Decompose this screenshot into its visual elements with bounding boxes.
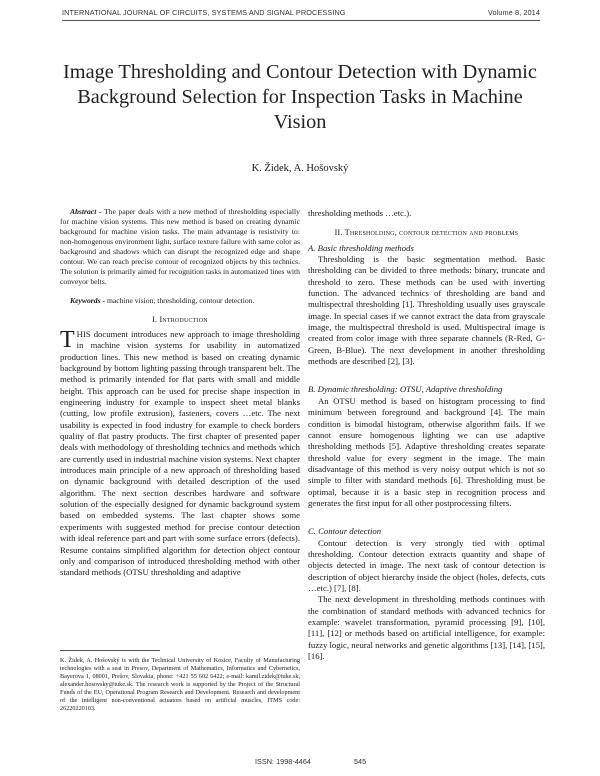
section-heading-introduction — [60, 314, 300, 325]
footer-issn: ISSN: 1998-4464 — [255, 757, 311, 766]
right-column — [308, 208, 545, 662]
subsection-heading-dynamic: B. Dynamic thresholding: OTSU, Adaptive thresholding — [308, 384, 503, 395]
subsection-text-basic: Thresholding is the basic segmentation method. Basic thresholding can be divided to three methods: binary, truncate and threshold to zero. These methods can be used with inverting function. The advanced technics of thresholding are band and multispectral thresholding [1]. Thresholding usually uses grayscale image. In special cases if we cannot extract the data from grayscale image, the multispectral threshold is used. Multispectral image is created from color image with three separate channels (R-Red, G-Green, B-Blue). The next development in another thresholding methods are described [2], [3]. — [308, 254, 545, 367]
abstract-label: Abstract - — [70, 207, 102, 216]
subsection-text-contour-1: Contour detection is very strongly tied with optimal thresholding. Contour detection extracts quantity and shape of objects detected in image. The next task of contour detection is description of object hierarchy inside the object (holes, defects, cuts …etc.) [7], [8]. — [308, 537, 545, 593]
subsection-text-dynamic: An OTSU method is based on histogram processing to find minimum between foreground and background [4]. The main condition is bimodal histogram, otherwise algorithm fails. If we cannot ensure homogenous lighting we can use adaptive thresholding methods [5]. Adaptive thresholding creates separate threshold value for every segment in the image. The main disadvantage of this method is very noisy output which is not so simple to filter with standard methods [6]. Thresholding must be optimal, because it is a basic step in recognition process and generates the first input for all other postprocessing filters. — [308, 395, 545, 508]
subsection-text-contour-2: The next development in thresholding methods continues with the combination of standard methods with advanced technics for example: wavelet transformation, pyramid processing [9], [10], [11], [12] or methods based on artificial intelligence, for example: fuzzy logic, neural networks and genetic algorithms [13], [14], [15], [16]. — [308, 594, 545, 662]
footnote-divider — [60, 650, 160, 651]
paper-authors: K. Židek, A. Hošovský — [251, 163, 349, 174]
section-heading-thresholding — [308, 227, 545, 238]
introduction-text: HIS document introduces new approach to image thresholding in machine vision systems for usability in automatized production lines. This new method is based on creating dynamic background by bottom lighting passing through transparent belt. The method is primarily intended for flat parts with small and middle height. This approach can be used for precise shape inspection in engineering industry for example to inspect sheet metal blanks (cutting, low profile extrusion), fasteners, covers …etc. The next usability is expected in food industry for example to check borders quality of flat pastry products. The first chapter of presented paper deals with methodology of thresholding technics and methods which are currently used in industrial machine vision systems. Next chapter introduces main principle of a new approach of thresholding based on dynamic background with detailed description of the used algorithm. The next section describes hardware and software solution of the especially designed for dynamic background system based on embedded systems. The last chapter shows some experiments with suggested method for precise contour detection with ideal reference part and part with some surface errors (defects). Resume contains simplified algorithm for detection object contour only and comparison of introduced thresholding method with other standard methods (OTSU thresholding and adaptive — [60, 328, 300, 578]
abstract — [60, 207, 300, 287]
left-column — [60, 207, 300, 579]
abstract-text: The paper deals with a new method of thresholding especially for machine vision systems. This new method is based on creating dynamic background for machine vision tasks. The main advantage is resistivity to: non-homogenous environment light, surface texture failure with same color as background and shadows which can disrupt the recognized edge and shape contour. We can reach precise contour of recognized objects by this technics. The solution is primarily aimed for recognition tasks in automatized lines with conveyor belts. — [60, 207, 300, 286]
section-number: II. — [334, 228, 343, 238]
section-title: Introduction — [159, 314, 208, 324]
volume-info: Volume 8, 2014 — [487, 8, 540, 17]
introduction-paragraph — [60, 326, 300, 579]
section-title: Thresholding, contour detection and problems — [344, 228, 519, 238]
footer-page-number: 545 — [354, 757, 367, 766]
continuation-text: thresholding methods …etc.). — [308, 208, 412, 218]
drop-cap: T — [60, 326, 75, 353]
subsection-heading-basic: A. Basic thresholding methods — [308, 242, 414, 253]
author-footnote: K. Židek, A. Hošovský is with the Technical University of Kosice, Faculty of Manufacturing technologies with a seat in Presov, Department of Mathematics, Informatics and Cybernetics, Bayerova 1, 08001, Prešov, Slovakia, phone: +421 55 602 6422; e-mail: kamil.zidek@tuke.sk, alexander.hosovsky@tuke.sk. The research work is supported by the Project of the Structural Funds of the EU, Operational Program Research and Development. Research and development of the intelligent non-conventional actuators based on artificial muscles, ITMS code: 26220220103. — [60, 657, 300, 713]
paper-title: Image Thresholding and Contour Detection with Dynamic Background Selection for Inspection Tasks in Machine Vision — [63, 61, 537, 133]
keywords-label: Keywords - — [70, 295, 106, 305]
running-header — [62, 8, 540, 20]
header-divider — [62, 20, 540, 21]
section-number: I. — [152, 314, 158, 324]
keywords-text: machine vision, thresholding, contour detection. — [105, 295, 255, 305]
keywords — [60, 296, 300, 306]
subsection-heading-contour: C. Contour detection — [308, 526, 382, 537]
journal-name: INTERNATIONAL JOURNAL OF CIRCUITS, SYSTEMS AND SIGNAL PROCESSING — [62, 8, 346, 17]
